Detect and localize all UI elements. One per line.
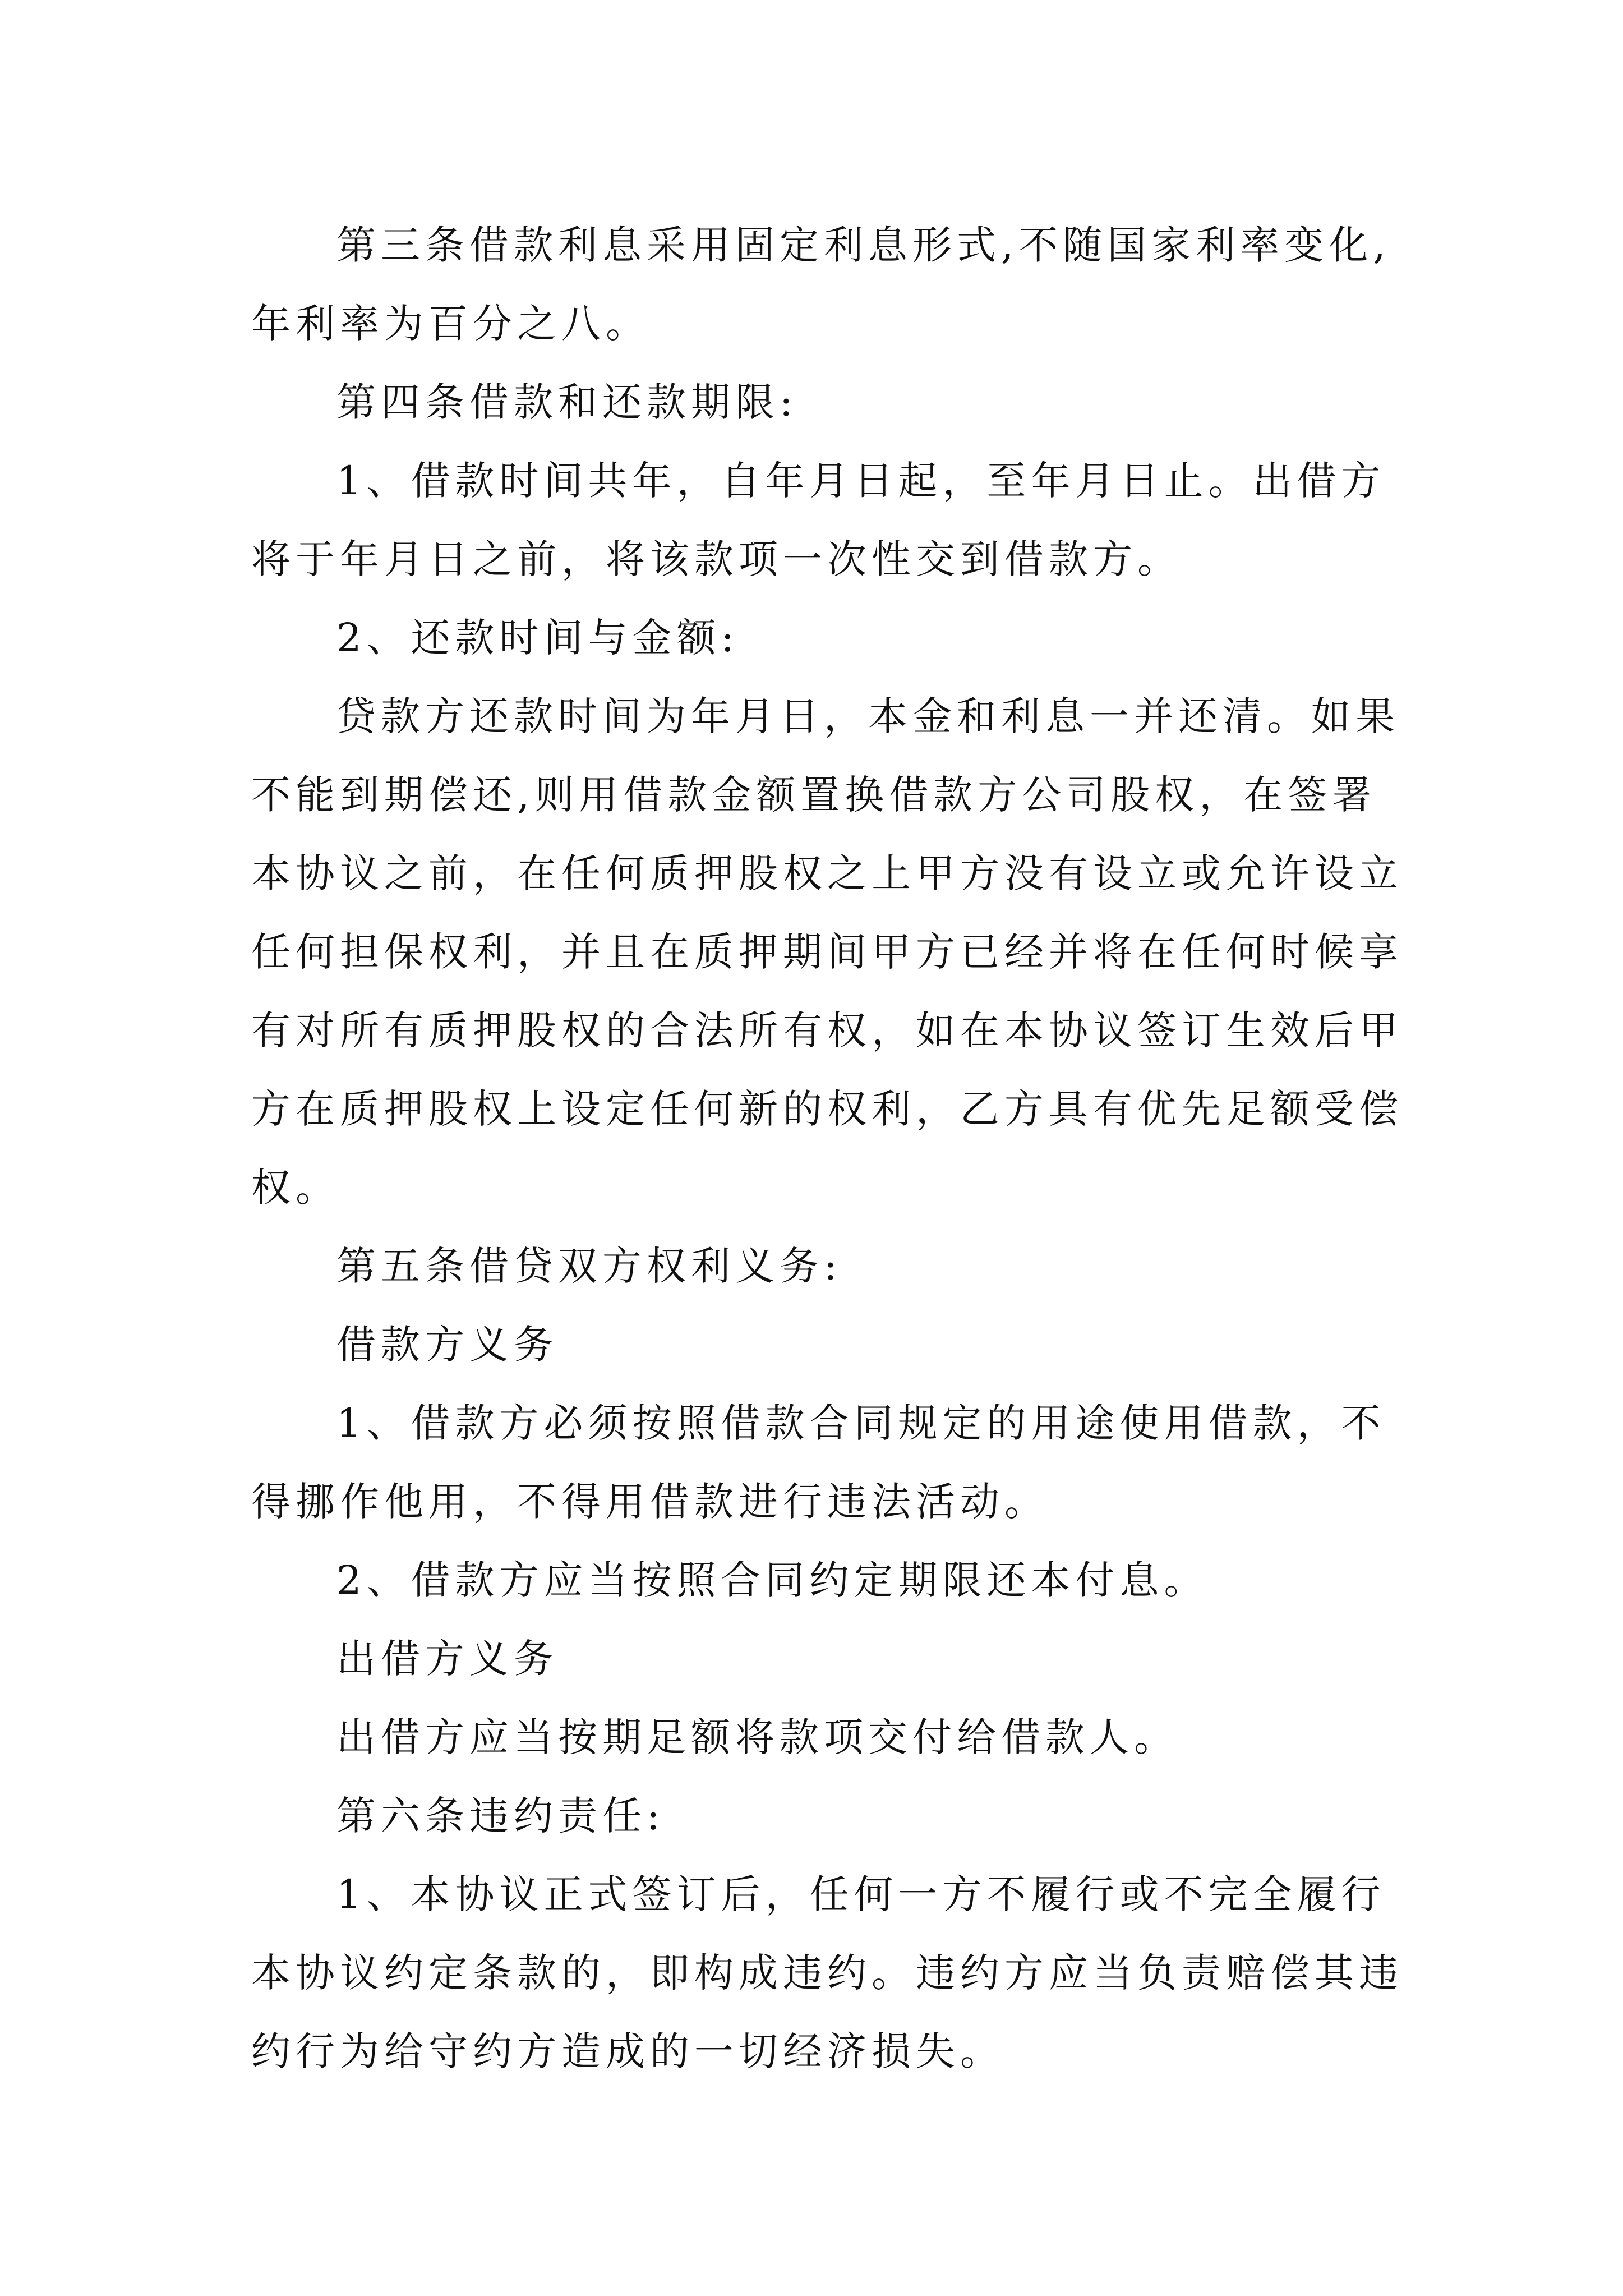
paragraph-line: 第五条借贷双方权利义务: [336, 1243, 842, 1289]
paragraph-line: 约行为给守约方造成的一切经济损失。 [251, 2028, 1004, 2074]
paragraph-line: 有对所有质押股权的合法所有权，如在本协议签订生效后甲 [251, 1007, 1403, 1053]
paragraph-line: 1、本协议正式签订后，任何一方不履行或不完全履行 [336, 1871, 1386, 1917]
paragraph-line: 2、还款时间与金额: [336, 615, 740, 661]
paragraph-line: 第六条违约责任: [336, 1793, 665, 1839]
paragraph-line: 任何担保权利，并且在质押期间甲方已经并将在任何时候享 [251, 929, 1403, 975]
paragraph-line: 将于年月日之前，将该款项一次性交到借款方。 [251, 536, 1182, 582]
paragraph-line: 得挪作他用，不得用借款进行违法活动。 [251, 1479, 1049, 1525]
paragraph-line: 本协议约定条款的，即构成违约。违约方应当负责赔偿其违 [251, 1950, 1403, 1996]
paragraph-line: 本协议之前，在任何质押股权之上甲方没有设立或允许设立 [251, 850, 1403, 896]
paragraph-line: 出借方义务 [336, 1636, 558, 1682]
paragraph-line: 方在质押股权上设定任何新的权利，乙方具有优先足额受偿 [251, 1086, 1403, 1132]
paragraph-line: 1、借款方必须按照借款合同规定的用途使用借款，不 [336, 1400, 1386, 1446]
paragraph-line: 权。 [251, 1165, 340, 1211]
paragraph-line: 出借方应当按期足额将款项交付给借款人。 [336, 1714, 1178, 1760]
paragraph-line: 第三条借款利息采用固定利息形式,不随国家利率变化, [336, 222, 1391, 268]
paragraph-line: 2、借款方应当按照合同约定期限还本付息。 [336, 1557, 1209, 1603]
paragraph-line: 借款方义务 [336, 1322, 558, 1368]
paragraph-line: 贷款方还款时间为年月日，本金和利息一并还清。如果 [336, 693, 1400, 739]
paragraph-line: 第四条借款和还款期限: [336, 379, 798, 425]
paragraph-line: 不能到期偿还,则用借款金额置换借款方公司股权，在签署 [251, 772, 1377, 818]
paragraph-line: 年利率为百分之八。 [251, 301, 650, 347]
paragraph-line: 1、借款时间共年，自年月日起，至年月日止。出借方 [336, 458, 1386, 504]
